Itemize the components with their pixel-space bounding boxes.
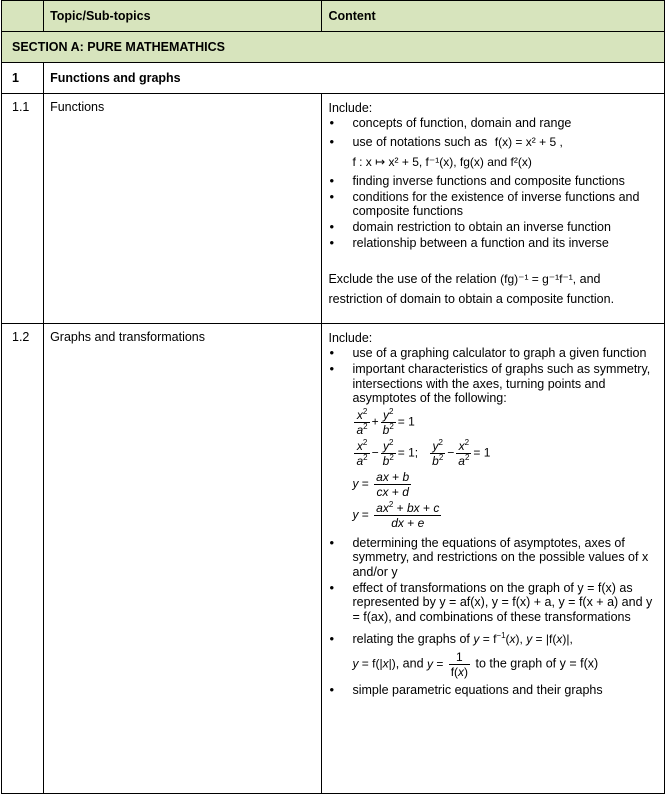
row-title: Functions (44, 94, 322, 324)
row-number: 1.2 (2, 324, 44, 794)
list-item-text: concepts of function, domain and range (352, 116, 572, 130)
list-item (328, 536, 658, 580)
exclusion-relation: (fg)⁻¹ = g⁻¹f⁻¹, (500, 271, 577, 286)
bullet-list (328, 346, 658, 406)
list-item-text: domain restriction to obtain an inverse function (352, 220, 611, 234)
list-item-text: relating the graphs of (352, 632, 470, 646)
relating-expression: y = f(|x|) (352, 656, 396, 671)
list-item-text: important characteristics of graphs such as symmetry, intersections with the axes, turning points and asymptotes of the following: (352, 362, 651, 405)
row-number: 1.1 (2, 94, 44, 324)
include-label: Include: (328, 101, 373, 115)
list-item-text: relationship between a function and its inverse (352, 236, 609, 250)
include-label: Include: (328, 331, 373, 345)
list-item (328, 220, 658, 235)
list-item (328, 362, 658, 406)
list-item-text: determining the equations of asymptotes, axes of symmetry, and restrictions on the possible values of x and/or y (352, 535, 649, 579)
list-item (328, 581, 658, 625)
list-item (328, 116, 658, 131)
header-topic: Topic/Sub-topics (44, 1, 322, 32)
header-content: Content (322, 1, 665, 32)
syllabus-table (1, 0, 665, 794)
list-item (328, 132, 658, 172)
list-item-text: finding inverse functions and composite functions (352, 173, 625, 188)
topic-title: Functions and graphs (44, 63, 665, 94)
list-item (328, 174, 658, 189)
exclusion-text: Exclude the use of the relation (328, 271, 497, 286)
equation-rational-quadratic: y = $\frac{ax^2 + bx + c}{dx + e}$ (352, 499, 440, 530)
section-title: SECTION A: PURE MATHEMATHICS (2, 32, 665, 63)
list-item (328, 236, 658, 251)
notation-expression: f(x) = x² + 5 , (494, 135, 563, 149)
exclusion-text: restriction of domain to obtain a composite function. (328, 291, 615, 306)
list-item (328, 346, 658, 361)
table-row (2, 324, 665, 794)
section-row (2, 32, 665, 63)
table-row (2, 94, 665, 324)
list-item-text: conditions for the existence of inverse functions and composite functions (352, 189, 640, 218)
table-header-row (2, 1, 665, 32)
row-title: Graphs and transformations (44, 324, 322, 794)
equation-hyperbolas: $\frac{x^2}{a^2}$ − $\frac{y^2}{b^2}$ = 1; $\frac{y^2}{b^2}$ − $\frac{x^2}{a^2}$ = 1 (356, 437, 491, 468)
exclusion-note (328, 269, 658, 309)
equation-ellipse: $\frac{x^2}{a^2}$ + $\frac{y^2}{b^2}$ = 1 (356, 406, 415, 437)
list-item (328, 683, 658, 698)
bullet-list (328, 116, 658, 251)
exclusion-text: and (579, 271, 601, 286)
relating-tail: to the graph of y = f(x) (475, 656, 599, 671)
list-item-text: simple parametric equations and their graphs (352, 683, 603, 697)
list-item-text: use of notations such as (352, 135, 488, 149)
notation-expression: f : x ↦ x² + 5, f⁻¹(x), fg(x) and f²(x) (352, 155, 532, 169)
bullet-list (328, 536, 658, 698)
row-content (322, 94, 665, 324)
relating-expression: y = $\frac{1}{f(x)}$ (427, 650, 469, 679)
list-item-text: use of a graphing calculator to graph a given function (352, 346, 647, 360)
relating-expression: $y = f^{-1}(x)$, y = |f(x)|, (473, 631, 573, 646)
topic-number: 1 (2, 63, 44, 94)
list-item (328, 190, 658, 219)
header-number-cell (2, 1, 44, 32)
equation-rational-linear: y = $\frac{ax + b}{cx + d}$ (352, 469, 410, 499)
row-content (322, 324, 665, 794)
list-item (328, 628, 658, 679)
list-item-text: effect of transformations on the graph of y = f(x) as represented by y = af(x), y = f(x) + a, y = f(x + a) and y = f(ax), and combinations of these transformations (352, 580, 653, 624)
relating-and: , and (395, 656, 424, 671)
topic-row (2, 63, 665, 94)
